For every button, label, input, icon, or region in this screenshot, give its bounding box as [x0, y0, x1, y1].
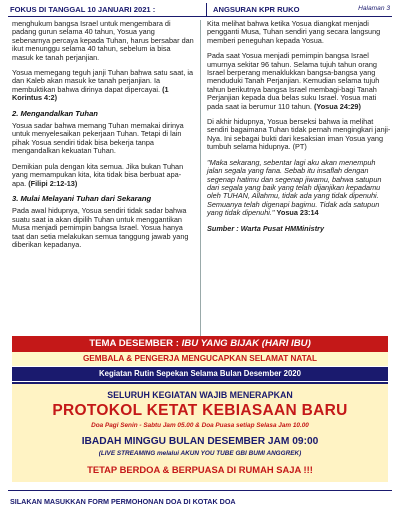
right-paragraph-1: Kita melihat bahwa ketika Yosua diangkat menjadi pengganti Musa, Tuhan sendiri yang secara langsung memberi peneguhan kepada Yosua. [207, 19, 381, 45]
left-column [12, 20, 194, 256]
protocol-box [12, 382, 388, 482]
left-paragraph-2 [12, 69, 194, 103]
left-paragraph-4-ref: (Filipi 2:12-13) [28, 178, 78, 188]
scripture-quote-text: "Maka sekarang, sebentar lagi aku akan menempuh jalan segala yang fana. Sebab itu insaflah dengan segenap hatimu dan segenap jiwamu, bahwa satupun dari segala yang baik yang telah dijanjikan kepadamu oleh TUHAN, Allahmu, tidak ada yang tidak dipenuhi. Semuanya telah digenapi bagimu. Tidak ada satupun yang tidak dipenuhi." [207, 157, 382, 218]
header-left-title: FOKUS DI TANGGAL 10 JANUARI 2021 : [10, 5, 156, 14]
prayer-schedule: Doa Pagi Senin - Sabtu Jam 05.00 & Doa Puasa setiap Selasa Jam 10.00 [91, 422, 309, 429]
theme-title: IBU YANG BIJAK (HARI IBU) [181, 338, 311, 349]
theme-bar [12, 336, 388, 352]
source-credit: Sumber : Warta Pusat HMMinistry [207, 223, 325, 233]
heading-mengandalkan-tuhan: 2. Mengandalkan Tuhan [12, 108, 98, 118]
column-divider [200, 20, 201, 338]
scripture-quote [207, 159, 392, 218]
left-paragraph-5: Pada awal hidupnya, Yosua sendiri tidak sadar bahwa suatu saat ia akan dipilih Tuhan untuk menggantikan Musa menjadi pemimpin bangsa Israel. Yosua hanya taat dan setia melakukan semua tanggung jawab yang diberikan kepadanya. [12, 206, 189, 249]
scripture-quote-ref: Yosua 23:14 [276, 208, 319, 218]
left-paragraph-3: Yosua sadar bahwa memang Tuhan memakai dirinya untuk menyelesaikan pekerjaan Tuhan. Tetapi di lain pihak Yosua sendiri tidak bisa bekerja tanpa mengandalkan kekuatan Tuhan. [12, 121, 184, 156]
weekly-activities-bar: Kegiatan Rutin Sepekan Selama Bulan Desember 2020 [12, 367, 388, 381]
sunday-service-time: IBADAH MINGGU BULAN DESEMBER JAM 09:00 [81, 436, 319, 447]
right-paragraph-2-text: Pada saat Yosua menjadi pemimpin bangsa Israel umurnya sekitar 96 tahun. Selama tujuh tahun orang Israel berperang menaklukkan bangsa-bangsa yang menduduki Tanah Perjanjian. Kemudian selama tujuh tahun berikutnya bangsa Israel membagi-bagi Tanah Perjanjian kepada dua belas suku Israel. Yosua mati pada saat ia berumur 110 tahun. [207, 51, 380, 111]
heading-mulai-melayani: 3. Mulai Melayani Tuhan dari Sekarang [12, 193, 152, 203]
right-paragraph-2-ref: (Yosua 24:29) [313, 101, 361, 111]
left-paragraph-1: menghukum bangsa Israel untuk mengembara di padang gurun selama 40 tahun, Yosua yang sebenarnya percaya kepada Tuhan, harus bersabar dan ikut menunggu selama 40 tahun, sebelum ia bisa masuk ke tanah perjanjian. [12, 19, 194, 62]
left-paragraph-2-ref: (1 Korintus 4:2) [12, 84, 169, 103]
page-footer [8, 490, 392, 510]
right-paragraph-3: Di akhir hidupnya, Yosua berseksi bahwa ia melihat sendiri bagaimana Tuhan tidak pernah mengingkari janji-Nya. Ini sebagai bukti dari kesaksian iman Yosua yang tumbuh selama hidupnya. (PT) [207, 117, 391, 152]
left-paragraph-4 [12, 163, 194, 188]
page-number: Halaman 3 [358, 5, 390, 12]
protocol-intro: SELURUH KEGIATAN WAJIB MENERAPKAN [107, 390, 293, 400]
footer-prayer-request-note: SILAKAN MASUKKAN FORM PERMOHONAN DOA DI KOTAK DOA [10, 497, 236, 506]
pray-at-home-message: TETAP BERDOA & BERPUASA DI RUMAH SAJA !!! [87, 464, 313, 475]
left-paragraph-2-text: Yosua memegang teguh janji Tuhan bahwa satu saat, ia dan Kaleb akan masuk ke tanah perjanjian. Ia membuktikan bahwa dirinya dapat dipercayai. [12, 68, 194, 94]
theme-label: TEMA DESEMBER : [89, 338, 179, 349]
announcement-banner [12, 336, 388, 482]
right-paragraph-2 [207, 52, 392, 111]
header-right-title: ANGSURAN KPR RUKO [213, 5, 300, 14]
protocol-headline: PROTOKOL KETAT KEBIASAAN BARU [52, 402, 348, 419]
christmas-greeting: GEMBALA & PENGERJA MENGUCAPKAN SELAMAT NATAL [12, 352, 388, 366]
left-paragraph-4-text: Demikian pula dengan kita semua. Jika bukan Tuhan yang memampukan kita, kita tidak bisa berbuat apa-apa. [12, 161, 184, 188]
live-streaming-note: (LIVE STREAMING melalui AKUN YOU TUBE GBI BUMI ANGGREK) [98, 450, 302, 457]
header-divider [206, 3, 207, 17]
page-header [8, 3, 392, 17]
right-column [207, 20, 392, 240]
